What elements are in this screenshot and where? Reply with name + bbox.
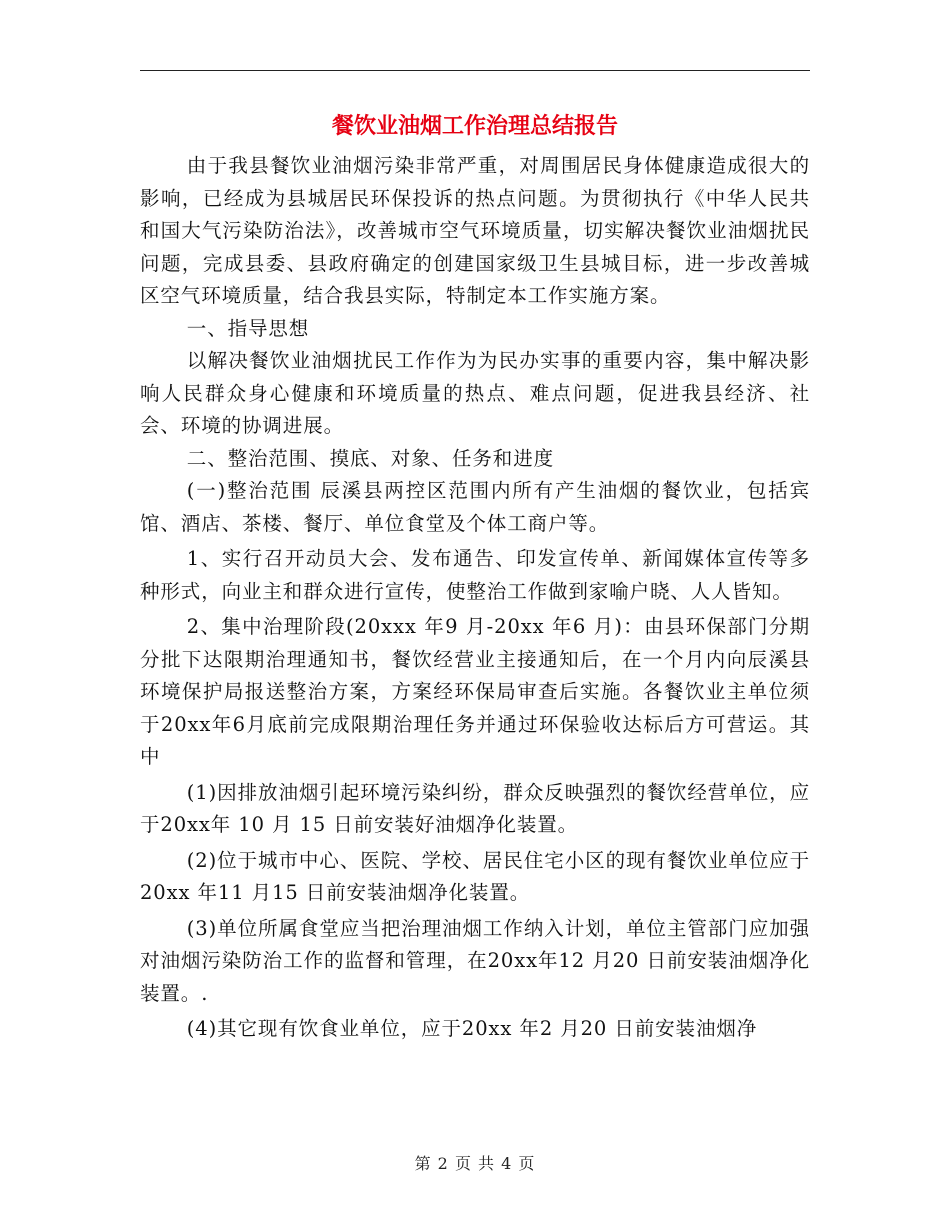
list-item-4: (4)其它现有饮食业单位，应于20xx 年2 月20 日前安装油烟净 — [186, 1017, 758, 1040]
document-title: 餐饮业油烟工作治理总结报告 — [331, 114, 618, 139]
header-rule — [140, 70, 810, 71]
document-body — [140, 150, 810, 1046]
page-number-footer: 第 2 页 共 4 页 — [414, 1154, 536, 1173]
list-item-1: (1)因排放油烟引起环境污染纠纷，群众反映强烈的餐饮经营单位，应于20xx年 10 月 15 日前安装好油烟净化装置。 — [140, 780, 810, 836]
section-heading-guiding-thought: 一、指导思想 — [186, 316, 310, 340]
list-item-2: (2)位于城市中心、医院、学校、居民住宅小区的现有餐饮业单位应于20xx 年11 月15 日前安装油烟净化装置。 — [140, 848, 810, 904]
paragraph-scope: (一)整治范围 辰溪县两控区范围内所有产生油烟的餐饮业，包括宾馆、酒店、茶楼、餐厅、单位食堂及个体工商户等。 — [140, 479, 810, 535]
list-item-3: (3)单位所属食堂应当把治理油烟工作纳入计划，单位主管部门应加强对油烟污染防治工作的监督和管理，在20xx年12 月20 日前安装油烟净化装置。. — [140, 916, 810, 1005]
paragraph-intro: 由于我县餐饮业油烟污染非常严重，对周围居民身体健康造成很大的影响，已经成为县城居民环保投诉的热点问题。为贯彻执行《中华人民共和国大气污染防治法》，改善城市空气环境质量，切实解决餐饮业油烟扰民问题，完成县委、县政府确定的创建国家级卫生县城目标，进一步改善城区空气环境质量，结合我县实际，特制定本工作实施方案。 — [140, 154, 810, 307]
paragraph-guiding-thought: 以解决餐饮业油烟扰民工作作为为民办实事的重要内容，集中解决影响人民群众身心健康和环境质量的热点、难点问题，促进我县经济、社会、环境的协调进展。 — [140, 349, 810, 437]
section-heading-scope: 二、整治范围、摸底、对象、任务和进度 — [186, 446, 554, 470]
paragraph-concentrated-treatment: 2、集中治理阶段(20xxx 年9 月-20xx 年6 月)：由县环保部门分期分批下达限期治理通知书，餐饮经营业主接通知后，在一个月内向辰溪县环境保护局报送整治方案，方案经环保局审查后实施。各餐饮业主单位须于20xx年6月底前完成限期治理任务并通过环保验收达标后方可营运。其中 — [140, 615, 810, 768]
paragraph-publicity: 1、实行召开动员大会、发布通告、印发宣传单、新闻媒体宣传等多种形式，向业主和群众进行宣传，使整治工作做到家喻户晓、人人皆知。 — [140, 547, 810, 603]
